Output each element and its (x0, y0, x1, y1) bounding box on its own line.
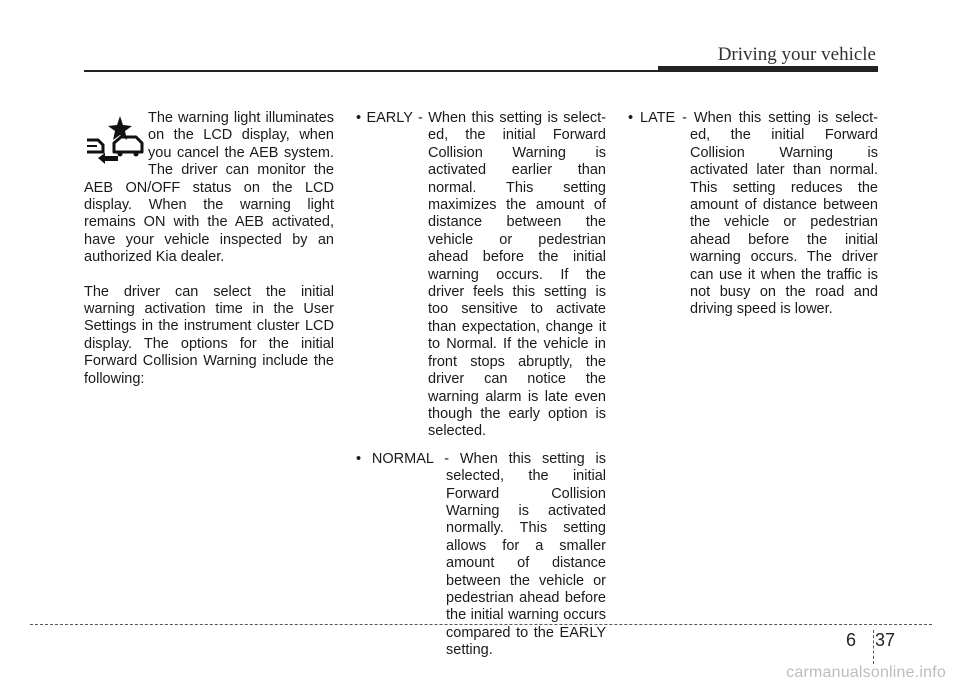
option-early-lead: When this setting is select- (428, 110, 606, 126)
page-number-separator (873, 630, 874, 664)
page-number (846, 630, 895, 651)
option-late-description: ed, the initial Forward Collision Warning is activated later than normal. This setting reduces the amount of distance between the vehicle or pedestrian ahead before the initial warning occurs. The driver can use it when the traffic is not busy on the road and driving speed is lower. (690, 127, 878, 318)
page-number-value: 37 (875, 630, 896, 650)
option-late-label: • LATE - (628, 110, 694, 126)
aeb-warning-light-icon (84, 112, 144, 168)
chapter-number: 6 (846, 630, 857, 650)
footer-rule (30, 624, 932, 625)
running-header-title: Driving your vehicle (717, 44, 876, 65)
option-normal-lead: When this setting is (459, 450, 606, 467)
option-late (628, 110, 878, 319)
warning-light-paragraph: The warning light illuminates on the LCD display, when you cancel the AEB system. The driver can monitor the AEB ON/OFF status on the LCD display. When the warning light remains ON with the AEB activated, have your vehicle inspected by an authorized Kia dealer. (84, 110, 334, 266)
option-normal (356, 451, 606, 660)
option-late-lead: When this setting is select- (693, 110, 878, 126)
site-watermark: carmanualsonline.info (786, 664, 946, 681)
header-rule-accent (658, 66, 878, 72)
option-early-label: • EARLY - (356, 110, 429, 126)
initial-warning-paragraph: The driver can select the initial warning activation time in the User Settings in the instrument cluster LCD display. The options for the initial Forward Collision Warning include the following: (84, 283, 334, 387)
column-2 (356, 110, 606, 670)
column-1 (84, 110, 334, 388)
option-normal-description: selected, the initial Forward Collision Warning is activated normally. This setting allows for a smaller amount of distance between the vehicle or pedestrian ahead before the initial warning occurs compared to the EARLY setting. (446, 468, 606, 659)
option-normal-label: • NORMAL - (356, 450, 460, 467)
option-early (356, 110, 606, 441)
option-early-description: ed, the initial Forward Collision Warning is activated earlier than normal. This setting maximizes the amount of distance between the vehicle or pedestrian ahead before the initial warning occurs. If the driver feels this setting is too sensitive to activate than expectation, change it to Normal. If the vehicle in front stops abruptly, the driver can notice the warning alarm is late even though the early option is selected. (428, 127, 606, 440)
column-3 (628, 110, 878, 329)
